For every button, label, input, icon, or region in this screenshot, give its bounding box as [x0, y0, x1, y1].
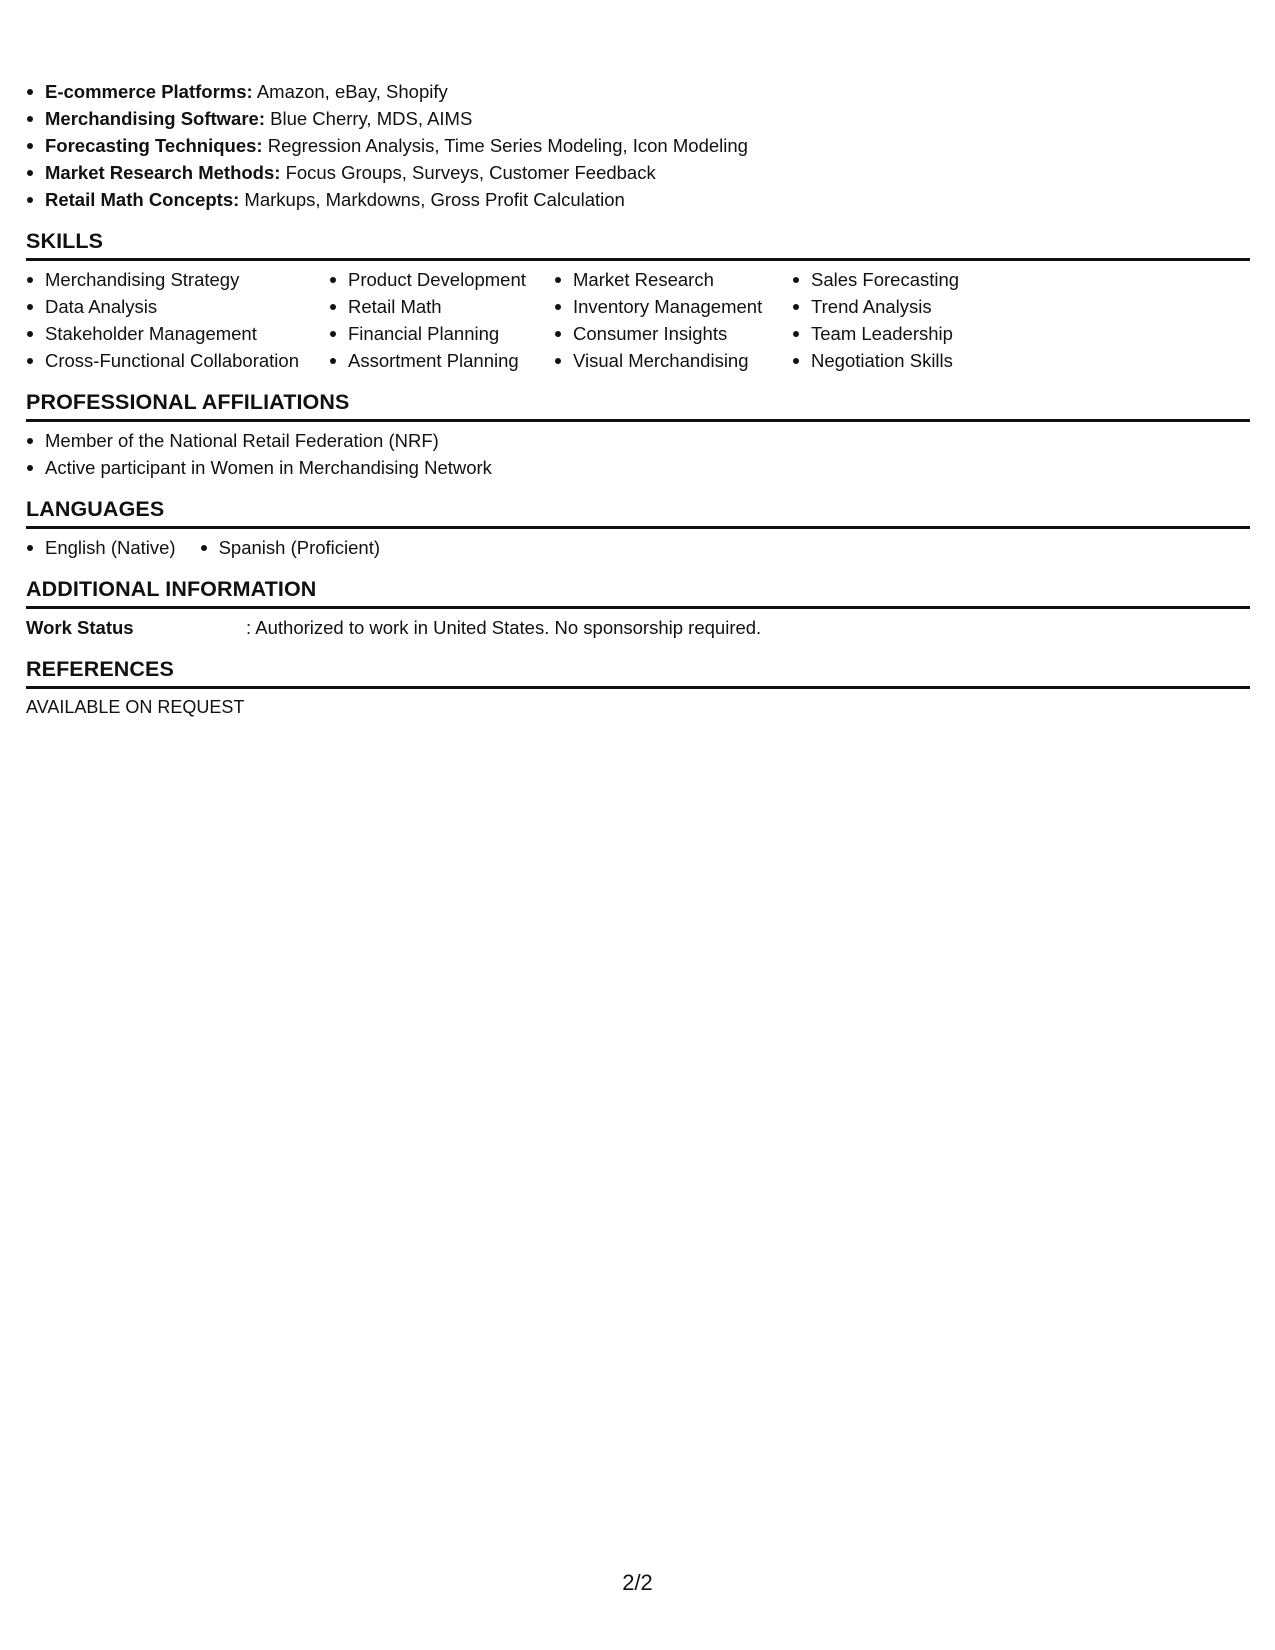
references-text: AVAILABLE ON REQUEST — [26, 697, 245, 717]
skills-column — [329, 266, 554, 374]
list-item — [26, 186, 1250, 213]
tool-label: Merchandising Software: — [45, 108, 265, 129]
tools-list — [26, 78, 1250, 213]
resume-page — [26, 78, 1250, 721]
skill-item: Negotiation Skills — [792, 347, 1032, 374]
work-status-label: Work Status — [26, 617, 134, 638]
section-title-skills: SKILLS — [26, 227, 1250, 261]
tool-label: Forecasting Techniques: — [45, 135, 263, 156]
section-title-affiliations: PROFESSIONAL AFFILIATIONS — [26, 388, 1250, 422]
tool-value: Amazon, eBay, Shopify — [256, 81, 448, 102]
section-title-additional-info: ADDITIONAL INFORMATION — [26, 575, 1250, 609]
skill-item: Trend Analysis — [792, 293, 1032, 320]
affiliation-item: Member of the National Retail Federation (NRF) — [26, 427, 1250, 454]
tool-label: Retail Math Concepts: — [45, 189, 240, 210]
languages-section — [26, 495, 1250, 561]
skill-item: Financial Planning — [329, 320, 554, 347]
skills-grid — [26, 266, 1250, 374]
skill-item: Inventory Management — [554, 293, 792, 320]
language-item: Spanish (Proficient) — [200, 534, 380, 561]
tool-label: Market Research Methods: — [45, 162, 281, 183]
work-status-row — [26, 614, 1250, 641]
skill-item: Consumer Insights — [554, 320, 792, 347]
page-number: 2/2 — [622, 1570, 653, 1595]
skill-item: Visual Merchandising — [554, 347, 792, 374]
affiliations-section — [26, 388, 1250, 481]
references-section — [26, 655, 1250, 721]
affiliation-item: Active participant in Women in Merchandising Network — [26, 454, 1250, 481]
work-status-value: : Authorized to work in United States. No sponsorship required. — [246, 617, 762, 638]
language-item: English (Native) — [26, 534, 176, 561]
skill-item: Stakeholder Management — [26, 320, 329, 347]
tool-label: E-commerce Platforms: — [45, 81, 253, 102]
tool-value: Markups, Markdowns, Gross Profit Calculation — [244, 189, 625, 210]
list-item — [26, 105, 1250, 132]
skill-item: Assortment Planning — [329, 347, 554, 374]
tool-value: Blue Cherry, MDS, AIMS — [270, 108, 473, 129]
list-item — [26, 78, 1250, 105]
list-item — [26, 132, 1250, 159]
skill-item: Sales Forecasting — [792, 266, 1032, 293]
additional-info-section — [26, 575, 1250, 641]
skill-item: Market Research — [554, 266, 792, 293]
languages-list — [26, 534, 1250, 561]
affiliations-list — [26, 427, 1250, 481]
skill-item: Team Leadership — [792, 320, 1032, 347]
skill-item: Retail Math — [329, 293, 554, 320]
skills-column — [554, 266, 792, 374]
section-title-references: REFERENCES — [26, 655, 1250, 689]
tool-value: Focus Groups, Surveys, Customer Feedback — [285, 162, 656, 183]
skill-item: Data Analysis — [26, 293, 329, 320]
skills-section — [26, 227, 1250, 374]
skills-column — [26, 266, 329, 374]
skill-item: Cross-Functional Collaboration — [26, 347, 329, 374]
skill-item: Merchandising Strategy — [26, 266, 329, 293]
skills-column — [792, 266, 1032, 374]
section-title-languages: LANGUAGES — [26, 495, 1250, 529]
list-item — [26, 159, 1250, 186]
tool-value: Regression Analysis, Time Series Modeling, Icon Modeling — [267, 135, 748, 156]
skill-item: Product Development — [329, 266, 554, 293]
